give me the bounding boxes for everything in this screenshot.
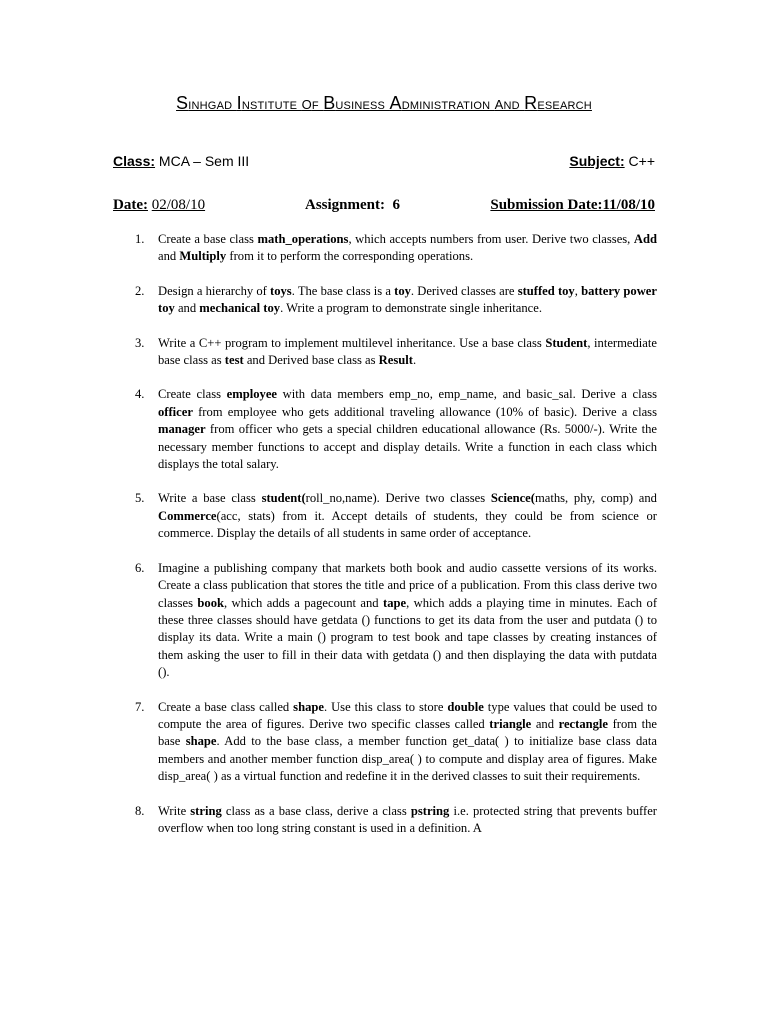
subject-value: C++ (628, 153, 655, 169)
bold-term: tape (383, 595, 407, 610)
bold-term: Add (633, 232, 657, 246)
question-text-run: from officer who gets a special children educational allowance (Rs. 5000/-). Write the necessary member functions to accept and display details. Write a function in each class which displays the total salary. (158, 422, 657, 472)
question-text-run: Create a base class (158, 232, 258, 246)
bold-term: pstring (410, 803, 450, 818)
question-text-run: , which adds a playing time in minutes. Each of these three classes should have getdata () functions to get its data from the user and putdata () to display its data. Write a main () program to test book and tape classes by creating instances of them asking the user to fill in their data with getdata () and then displaying the data with putdata (). (158, 595, 658, 680)
question-item (129, 490, 657, 542)
question-item (129, 386, 657, 473)
question-text-run: and Derived base class as (243, 353, 379, 368)
bold-term: Commerce (158, 508, 217, 523)
bold-term: math_operations (257, 232, 349, 246)
question-text-run: . Derived classes are (410, 283, 518, 298)
question-text-run: , (574, 283, 582, 298)
question-text (158, 804, 657, 835)
question-number: 1. (135, 232, 145, 246)
class-label: Class: (113, 153, 156, 169)
question-text-run: . Write a program to demonstrate single inheritance. (280, 301, 542, 316)
question-text-run: and (531, 716, 559, 731)
bold-term: toys (270, 283, 292, 298)
question-text-run: . Add to the base class, a member function get_data( ) to initialize base class data members and another member function disp_area( ) to compute and display area of figures. Make disp_area( ) as a virtual function and redefine it in the derived classes to suit their requirements. (158, 734, 657, 784)
question-item (129, 231, 657, 266)
question-number: 7. (135, 699, 145, 714)
question-text-run: from employee who gets additional traveling allowance (10% of basic). Derive a class (192, 404, 657, 419)
question-text-run: (acc, stats) from it. Accept details of students, they could be from science or commerce. Display the details of all students in same order of acceptance. (158, 508, 657, 541)
assignment-value: 6 (392, 197, 401, 213)
question-number: 8. (135, 803, 145, 818)
bold-term: student( (261, 491, 306, 506)
question-text-run: Design a hierarchy of (158, 283, 271, 298)
question-text-run: , which accepts numbers from user. Derive two classes, (348, 232, 634, 246)
question-text-run: Write (158, 803, 191, 818)
question-text (158, 387, 657, 471)
bold-term: string (190, 803, 222, 818)
question-text-run: roll_no,name). Derive two classes (305, 491, 491, 506)
subject-label: Subject: (569, 153, 625, 169)
bold-term: test (224, 353, 244, 368)
question-text-run: , intermediate base class as (158, 335, 657, 368)
question-text-run: from the base (158, 716, 658, 749)
question-text-run: . Use this class to store (323, 699, 448, 714)
submission-label: Submission Date: (490, 197, 603, 213)
bold-term: double (447, 699, 484, 714)
date-field (113, 197, 205, 214)
bold-term: employee (226, 387, 278, 402)
question-text-run: class as a base class, derive a class (221, 803, 411, 818)
question-text-run: , which adds a pagecount and (224, 595, 383, 610)
question-number: 4. (135, 387, 145, 402)
submission-field (490, 197, 655, 214)
question-text-run: and (158, 249, 180, 264)
bold-term: Student (545, 335, 588, 350)
bold-term: mechanical toy (199, 301, 281, 316)
submission-value: 11/08/10 (602, 197, 655, 213)
institute-title-text: Sinhgad Institute of Business Administration and Research (176, 93, 592, 113)
question-text (158, 700, 657, 784)
question-text (158, 232, 657, 263)
bold-term: triangle (489, 716, 532, 731)
bold-term: officer (158, 404, 193, 419)
question-number: 6. (135, 560, 145, 575)
bold-term: Science( (490, 491, 535, 506)
bold-term: shape (185, 734, 217, 749)
bold-term: manager (158, 422, 206, 437)
bold-term: stuffed toy (517, 283, 575, 298)
question-item (129, 335, 657, 370)
question-text-run: Create a base class called (158, 699, 294, 714)
question-number: 5. (135, 491, 145, 506)
question-text-run: Write a C++ program to implement multilevel inheritance. Use a base class (158, 335, 546, 350)
question-number: 3. (135, 335, 145, 350)
question-text-run: . (412, 353, 417, 368)
bold-term: Result (378, 353, 413, 368)
bold-term: rectangle (558, 716, 609, 731)
subject-field (569, 153, 655, 169)
question-text-run: Create class (158, 387, 227, 402)
question-text-run: Imagine a publishing company that markets both book and audio cassette versions of its works. Create a class publication that stores the title and price of a publication. From this class derive two classes (158, 560, 657, 610)
question-text (158, 491, 657, 540)
question-item (129, 560, 657, 682)
bold-term: battery power toy (158, 283, 657, 316)
question-text-run: i.e. protected string that prevents buffer overflow when too long string constant is used in a definition. A (158, 803, 657, 835)
question-text-run: maths, phy, comp) and (534, 491, 657, 506)
date-value: 02/08/10 (151, 197, 206, 213)
question-text (158, 336, 657, 367)
question-text-run: Write a base class (158, 491, 262, 506)
assignment-field (305, 197, 400, 214)
bold-term: shape (293, 699, 324, 714)
question-text-run: with data members emp_no, emp_name, and basic_sal. Derive a class (277, 387, 658, 402)
class-subject-row (113, 153, 655, 173)
class-field (113, 153, 249, 169)
bold-term: book (197, 595, 224, 610)
question-text-run: . The base class is a (291, 283, 395, 298)
question-item (129, 699, 657, 786)
question-number: 2. (135, 283, 145, 298)
question-text-run: from it to perform the corresponding operations. (226, 249, 474, 264)
question-text (158, 561, 657, 679)
question-text-run: and (174, 301, 200, 316)
assignment-label: Assignment: (305, 197, 386, 213)
date-assignment-row (113, 197, 655, 217)
question-item (129, 803, 657, 838)
question-item (129, 283, 657, 318)
bold-term: toy (394, 283, 411, 298)
question-text (158, 284, 657, 315)
assignment-questions-list (129, 231, 657, 854)
question-text-run: type values that could be used to compute the area of figures. Derive two specific classes called (158, 699, 658, 731)
institute-title (0, 93, 768, 114)
bold-term: Multiply (179, 249, 227, 264)
class-value: MCA – Sem III (158, 153, 250, 169)
date-label: Date: (113, 197, 148, 213)
